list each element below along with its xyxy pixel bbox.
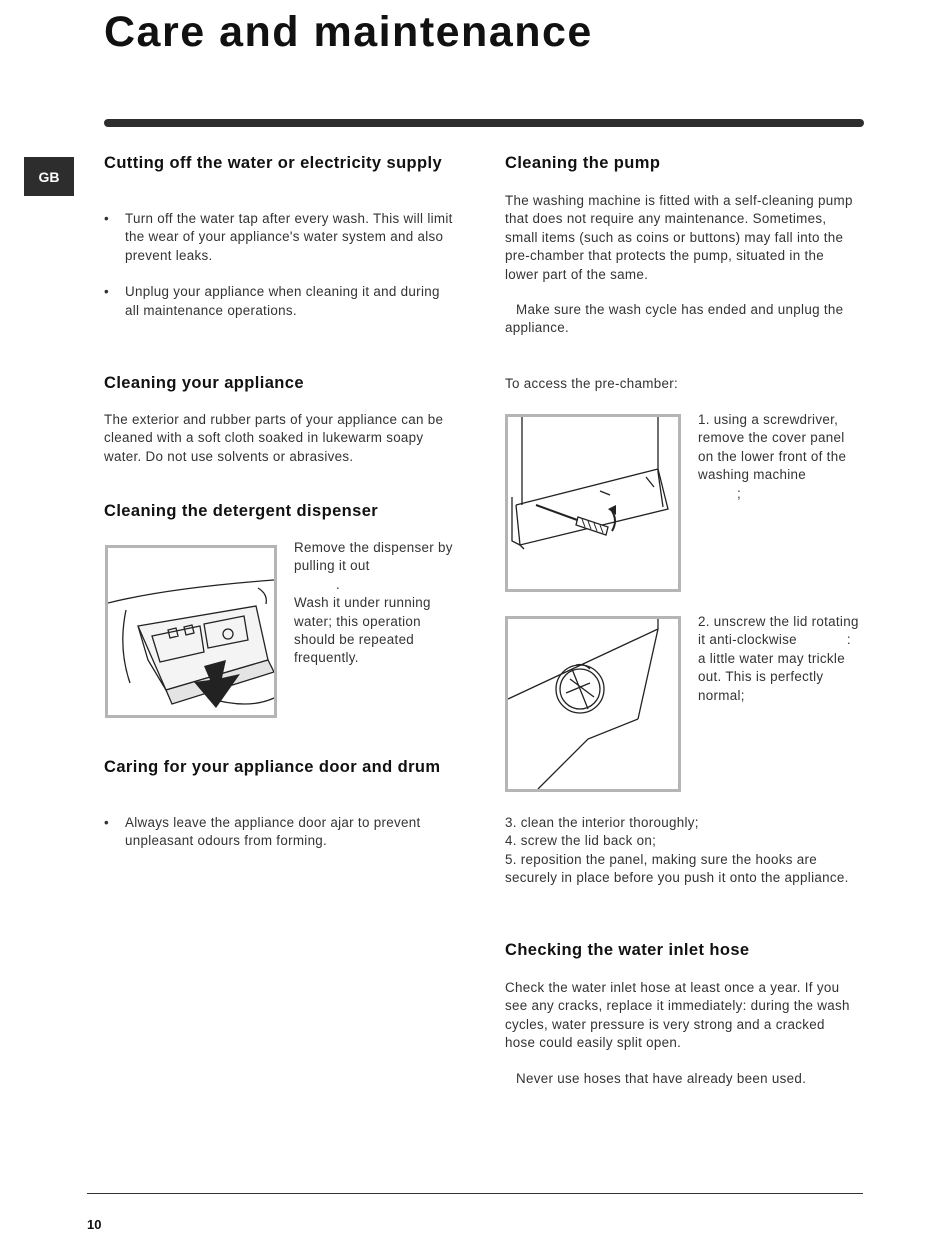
pump-step-1-end: ; [737,485,742,501]
heading-cutting-off-supply: Cutting off the water or electricity supply [104,154,443,172]
page-number: 10 [87,1217,102,1232]
inlet-hose-note: Never use hoses that have already been used. [516,1071,807,1086]
inlet-hose-text: Check the water inlet hose at least once a year. If you see any cracks, replace it immediately: during the wash cycles, water pressure is very strong and a cracked hose could easily split open. [505,980,850,1051]
list-item: • Always leave the appliance door ajar to prevent unpleasant odours from forming. [104,814,454,851]
dispenser-step-remove-end: . [336,576,341,592]
heading-cleaning-appliance: Cleaning your appliance [104,374,304,392]
list-item: • Unplug your appliance when cleaning it and during all maintenance operations. [104,283,454,320]
pump-step-2-end: : a little water may trickle out. This is perfectly normal; [698,632,851,703]
dispenser-step-remove: Remove the dispenser by pulling it out [294,540,453,574]
list-item: 4. screw the lid back on; [505,833,657,849]
dispenser-step-wash: Wash it under running water; this operation should be repeated frequently. [294,595,431,666]
cover-panel-drawing [508,417,678,589]
pump-step-1-text: 1. using a screwdriver, remove the cover panel on the lower front of the washing machine [698,412,847,483]
pump-lid-drawing [508,619,678,789]
list-item: 5. reposition the panel, making sure the hooks are securely in place before you push it onto the appliance. [505,851,849,886]
dispenser-drawing [108,548,274,715]
door-bullet-list [104,814,454,851]
cutoff-bullet-list [104,210,454,320]
cleaning-appliance-text: The exterior and rubber parts of your appliance can be cleaned with a soft cloth soaked in lukewarm soapy water. Do not use solvents or abrasives. [104,412,444,464]
dispenser-illustration [105,545,277,718]
list-item: 3. clean the interior thoroughly; [505,815,699,830]
heading-inlet-hose: Checking the water inlet hose [505,941,750,959]
pre-chamber-access-intro: To access the pre-chamber: [505,376,679,391]
heading-cleaning-pump: Cleaning the pump [505,154,661,172]
language-tab: GB [24,157,74,196]
pump-step-2-text: 2. unscrew the lid rotating it anti-clockwise [698,614,859,648]
footer-divider [87,1193,863,1194]
pump-remaining-steps [505,814,857,888]
heading-door-drum: Caring for your appliance door and drum [104,758,441,776]
list-item: • Turn off the water tap after every wash. This will limit the wear of your appliance's water system and also prevent leaks. [104,210,454,265]
page-title: Care and maintenance [104,8,593,56]
pump-description: The washing machine is fitted with a self-cleaning pump that does not require any maintenance. Sometimes, small items (such as coins or buttons) may fall into the pre-chamber that protects the pump, situated in the lower part of the same. [505,193,853,282]
title-divider [104,119,864,127]
cover-panel-illustration [505,414,681,592]
pump-step-1 [698,411,863,503]
dispenser-instructions [294,539,454,668]
pump-safety-note: Make sure the wash cycle has ended and unplug the appliance. [505,302,844,336]
pump-step-2 [698,613,861,705]
pump-lid-illustration [505,616,681,792]
heading-cleaning-dispenser: Cleaning the detergent dispenser [104,502,379,520]
